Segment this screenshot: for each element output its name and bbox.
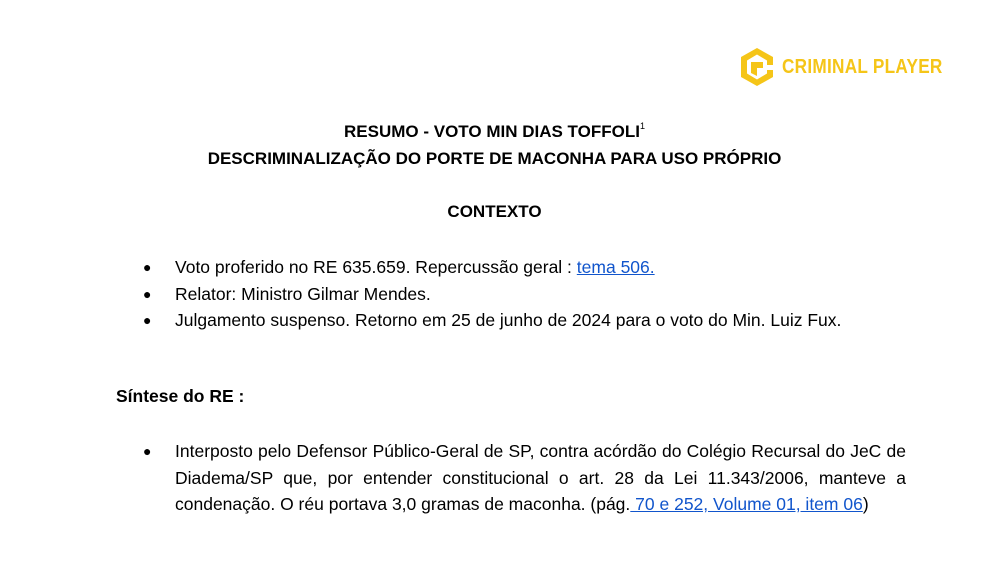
brand-logo: [738, 46, 969, 88]
list-item: [0, 254, 906, 281]
list-item: [0, 281, 906, 308]
tema-506-link[interactable]: tema 506.: [576, 257, 655, 277]
document-subtitle: DESCRIMINALIZAÇÃO DO PORTE DE MACONHA PARA USO PRÓPRIO: [207, 149, 782, 168]
bullet-icon: ●: [143, 285, 152, 302]
list-item-text: Interposto pelo Defensor Público-Geral de SP, contra acórdão do Colégio Recursal do JeC de Diadema/SP que, por entender constitucional o art. 28 da Lei 11.343/2006, manteve a condenação. O réu portava 3,0 gramas de maconha. (pág.: [175, 441, 906, 514]
document-title: [0, 121, 989, 142]
list-item-text: Julgamento suspenso. Retorno em 25 de junho de 2024 para o voto do Min. Luiz Fux.: [175, 310, 842, 330]
bullet-icon: ●: [143, 443, 152, 459]
context-list: [0, 254, 989, 334]
list-item: [0, 438, 906, 518]
section-heading-sintese: Síntese do RE :: [116, 386, 245, 406]
title-line-1: RESUMO - VOTO MIN DIAS TOFFOLI: [344, 122, 640, 141]
section-heading-contexto: CONTEXTO: [447, 202, 542, 221]
list-item-text: Voto proferido no RE 635.659. Repercussão geral :: [175, 257, 577, 277]
volume-reference-link[interactable]: 70 e 252, Volume 01, item 06: [630, 494, 863, 514]
bullet-icon: ●: [143, 259, 152, 275]
list-item-tail: ): [862, 494, 869, 514]
list-item-text: Relator: Ministro Gilmar Mendes.: [175, 283, 431, 304]
criminal-player-logo-icon: [738, 46, 776, 88]
synthesis-list: [0, 438, 989, 518]
logo-text: CRIMINAL PLAYER: [782, 55, 943, 78]
bullet-icon: ●: [143, 312, 152, 328]
list-item: [0, 307, 906, 334]
footnote-mark[interactable]: 1: [639, 121, 645, 131]
